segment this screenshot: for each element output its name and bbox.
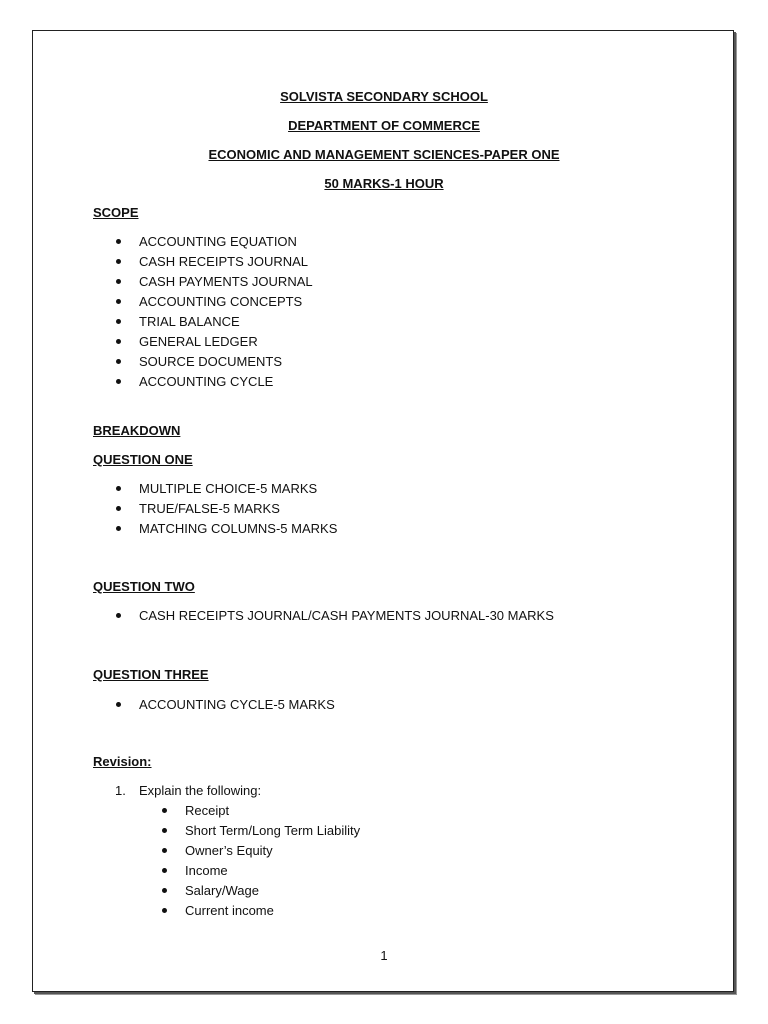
- list-item: MATCHING COLUMNS-5 MARKS: [139, 521, 337, 541]
- list-item: GENERAL LEDGER: [139, 334, 313, 354]
- question-two-list: [139, 608, 554, 628]
- list-item: ACCOUNTING EQUATION: [139, 234, 313, 254]
- bullet-icon: [162, 868, 167, 873]
- list-item: Owner’s Equity: [185, 843, 360, 863]
- scope-list: [139, 234, 313, 394]
- list-item: ACCOUNTING CONCEPTS: [139, 294, 313, 314]
- bullet-icon: [116, 239, 121, 244]
- breakdown-heading: BREAKDOWN: [93, 423, 181, 438]
- school-title: SOLVISTA SECONDARY SCHOOL: [280, 89, 488, 104]
- bullet-icon: [116, 702, 121, 707]
- bullet-icon: [116, 319, 121, 324]
- scope-heading: SCOPE: [93, 205, 139, 220]
- list-item: Income: [185, 863, 360, 883]
- list-item: Receipt: [185, 803, 360, 823]
- bullet-icon: [116, 339, 121, 344]
- list-item: Salary/Wage: [185, 883, 360, 903]
- list-item: TRUE/FALSE-5 MARKS: [139, 501, 337, 521]
- bullet-icon: [116, 526, 121, 531]
- list-item: MULTIPLE CHOICE-5 MARKS: [139, 481, 337, 501]
- page-number: 1: [380, 948, 388, 963]
- list-item: ACCOUNTING CYCLE: [139, 374, 313, 394]
- list-item: Short Term/Long Term Liability: [185, 823, 360, 843]
- bullet-icon: [162, 828, 167, 833]
- question-three-heading: QUESTION THREE: [93, 667, 209, 682]
- question-three-list: [139, 697, 335, 717]
- revision-sub-list: [185, 803, 360, 923]
- bullet-icon: [162, 888, 167, 893]
- list-item: CASH PAYMENTS JOURNAL: [139, 274, 313, 294]
- revision-numbered-list: [115, 783, 262, 803]
- item-number: 1.: [115, 783, 126, 798]
- list-item: CASH RECEIPTS JOURNAL/CASH PAYMENTS JOURNAL-30 MARKS: [139, 608, 554, 628]
- question-two-heading: QUESTION TWO: [93, 579, 195, 594]
- bullet-icon: [116, 279, 121, 284]
- list-item: CASH RECEIPTS JOURNAL: [139, 254, 313, 274]
- question-one-heading: QUESTION ONE: [93, 452, 193, 467]
- revision-heading: Revision:: [93, 754, 152, 769]
- bullet-icon: [116, 379, 121, 384]
- paper-title: ECONOMIC AND MANAGEMENT SCIENCES-PAPER ONE: [208, 147, 560, 162]
- bullet-icon: [162, 848, 167, 853]
- list-item: SOURCE DOCUMENTS: [139, 354, 313, 374]
- list-item: TRIAL BALANCE: [139, 314, 313, 334]
- marks-duration: 50 MARKS-1 HOUR: [324, 176, 444, 191]
- bullet-icon: [116, 359, 121, 364]
- bullet-icon: [116, 613, 121, 618]
- bullet-icon: [116, 299, 121, 304]
- numbered-item: 1. Explain the following:: [115, 783, 262, 798]
- question-one-list: [139, 481, 337, 541]
- bullet-icon: [116, 259, 121, 264]
- list-item: Current income: [185, 903, 360, 923]
- list-item: ACCOUNTING CYCLE-5 MARKS: [139, 697, 335, 717]
- bullet-icon: [162, 908, 167, 913]
- department-title: DEPARTMENT OF COMMERCE: [288, 118, 480, 133]
- bullet-icon: [162, 808, 167, 813]
- bullet-icon: [116, 506, 121, 511]
- page-border: [32, 30, 734, 992]
- bullet-icon: [116, 486, 121, 491]
